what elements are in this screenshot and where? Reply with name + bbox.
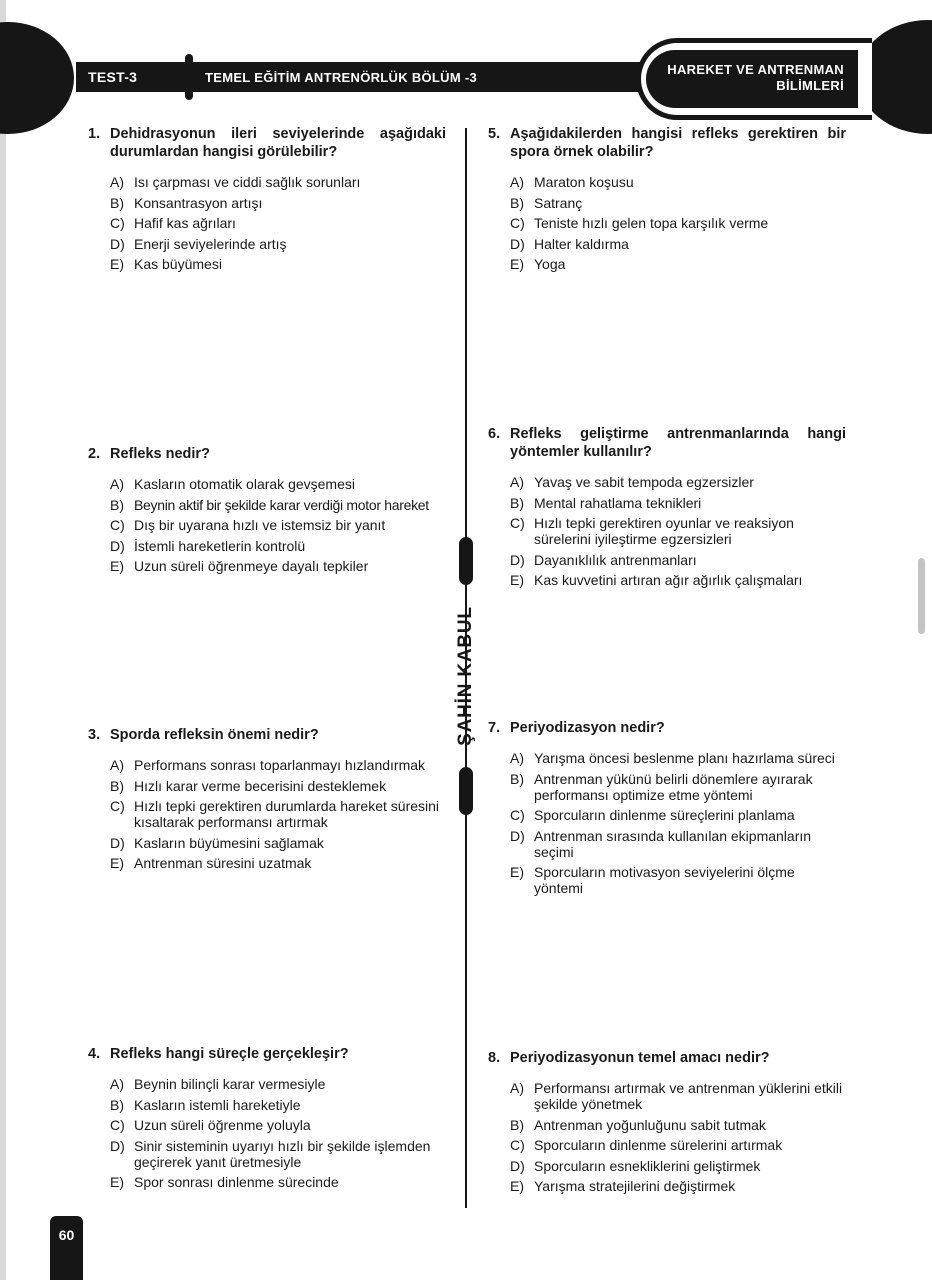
option-letter: E) bbox=[510, 864, 524, 880]
question-7 bbox=[488, 719, 846, 901]
option-c[interactable] bbox=[110, 517, 446, 533]
option-text: Maraton koşusu bbox=[534, 174, 634, 190]
option-text: Yoga bbox=[534, 256, 566, 272]
option-d[interactable] bbox=[110, 236, 446, 252]
option-letter: A) bbox=[510, 474, 524, 490]
option-letter: B) bbox=[510, 1116, 524, 1133]
option-letter: D) bbox=[510, 827, 525, 844]
option-letter: D) bbox=[110, 1137, 125, 1154]
question-number: 6. bbox=[488, 426, 501, 442]
option-text: Sinir sisteminin uyarıyı hızlı bir şekilde işlemden geçirerek yanıt üretmesiyle bbox=[134, 1137, 431, 1170]
option-text: Sporcuların dinlenme sürelerini artırmak bbox=[534, 1137, 783, 1153]
option-a[interactable] bbox=[510, 174, 846, 190]
option-text: Sporcuların esnekliklerini geliştirmek bbox=[534, 1157, 761, 1174]
option-text: Sporcuların dinlenme süreçlerini planlama bbox=[534, 807, 795, 823]
option-e[interactable] bbox=[510, 256, 846, 272]
option-d[interactable] bbox=[510, 828, 846, 860]
option-e[interactable] bbox=[510, 864, 846, 896]
corner-decoration-left bbox=[0, 22, 74, 134]
option-b[interactable] bbox=[510, 1117, 846, 1133]
option-letter: D) bbox=[110, 834, 125, 851]
option-text: Beynin bilinçli karar vermesiyle bbox=[134, 1076, 326, 1092]
option-letter: E) bbox=[110, 1174, 124, 1190]
option-text: Satranç bbox=[534, 194, 583, 211]
option-e[interactable] bbox=[510, 572, 846, 588]
option-text: Hafif kas ağrıları bbox=[134, 215, 236, 231]
option-letter: C) bbox=[510, 1137, 525, 1153]
option-letter: A) bbox=[510, 750, 524, 766]
option-text: Kasların istemli hareketiyle bbox=[134, 1096, 301, 1113]
option-letter: C) bbox=[510, 515, 525, 531]
option-b[interactable] bbox=[110, 497, 446, 513]
option-b[interactable] bbox=[110, 195, 446, 211]
option-letter: A) bbox=[510, 1080, 524, 1096]
option-text: Uzun süreli öğrenme yoluyla bbox=[134, 1117, 311, 1133]
option-letter: B) bbox=[110, 1096, 124, 1113]
option-e[interactable] bbox=[110, 558, 446, 574]
option-text: Antrenman süresini uzatmak bbox=[134, 855, 312, 871]
question-number: 4. bbox=[88, 1046, 101, 1062]
option-c[interactable] bbox=[110, 215, 446, 231]
scrollbar-thumb[interactable] bbox=[918, 558, 925, 634]
option-text: Yarışma stratejilerini değiştirmek bbox=[534, 1178, 736, 1194]
option-a[interactable] bbox=[110, 757, 446, 773]
option-letter: E) bbox=[510, 572, 524, 588]
question-8 bbox=[488, 1049, 846, 1199]
option-text: Antrenman yükünü belirli dönemlere ayırarak performansı optimize etme yöntemi bbox=[534, 770, 813, 803]
option-b[interactable] bbox=[510, 771, 846, 803]
question-stem: Refleks geliştirme antrenmanlarında hangi yöntemler kullanılır? bbox=[510, 426, 846, 460]
option-letter: D) bbox=[510, 1157, 525, 1174]
option-d[interactable] bbox=[110, 1138, 446, 1170]
option-letter: C) bbox=[510, 807, 525, 823]
option-text: Yarışma öncesi beslenme planı hazırlama süreci bbox=[534, 750, 835, 766]
option-text: Uzun süreli öğrenmeye dayalı tepkiler bbox=[134, 558, 369, 574]
option-b[interactable] bbox=[510, 195, 846, 211]
option-e[interactable] bbox=[110, 1174, 446, 1190]
option-d[interactable] bbox=[110, 835, 446, 851]
header-divider bbox=[185, 54, 193, 100]
divider-pill-bottom bbox=[459, 767, 473, 815]
test-label: TEST-3 bbox=[88, 69, 138, 85]
question-3 bbox=[88, 726, 446, 876]
option-letter: E) bbox=[510, 256, 524, 272]
option-e[interactable] bbox=[110, 256, 446, 272]
option-text: Halter kaldırma bbox=[534, 235, 629, 252]
question-4 bbox=[88, 1045, 446, 1195]
question-number: 2. bbox=[88, 446, 101, 462]
question-stem: Refleks nedir? bbox=[110, 446, 210, 462]
author-name: ŞAHİN KABUL bbox=[455, 606, 476, 746]
question-stem: Periyodizasyonun temel amacı nedir? bbox=[510, 1050, 770, 1066]
question-stem: Refleks hangi süreçle gerçekleşir? bbox=[110, 1046, 349, 1062]
option-a[interactable] bbox=[510, 750, 846, 766]
question-stem: Periyodizasyon nedir? bbox=[510, 720, 665, 736]
page-number-tab bbox=[50, 1216, 83, 1280]
question-number: 8. bbox=[488, 1050, 501, 1066]
option-text: Performansı artırmak ve antrenman yüklerini etkili şekilde yönetmek bbox=[534, 1080, 843, 1112]
page-number: 60 bbox=[58, 1227, 75, 1243]
option-text: Hızlı tepki gerektiren durumlarda hareket süresini kısaltarak performansı artırmak bbox=[134, 798, 440, 830]
option-a[interactable] bbox=[110, 1076, 446, 1092]
option-text: Beynin aktif bir şekilde karar verdiği motor hareket bbox=[134, 496, 429, 513]
option-b[interactable] bbox=[510, 495, 846, 511]
option-letter: D) bbox=[110, 235, 125, 252]
option-letter: B) bbox=[110, 777, 124, 794]
option-text: Hızlı karar verme becerisini desteklemek bbox=[134, 777, 387, 794]
question-2 bbox=[88, 445, 446, 579]
option-a[interactable] bbox=[110, 174, 446, 190]
option-text: Yavaş ve sabit tempoda egzersizler bbox=[534, 474, 754, 490]
option-letter: B) bbox=[510, 494, 524, 511]
question-number: 1. bbox=[88, 126, 101, 142]
option-d[interactable] bbox=[110, 538, 446, 554]
subject-line-2: BİLİMLERİ bbox=[776, 78, 844, 93]
question-1 bbox=[88, 125, 446, 277]
option-text: Mental rahatlama teknikleri bbox=[534, 494, 702, 511]
subject-line-1: HAREKET VE ANTRENMAN bbox=[667, 62, 844, 77]
section-title: TEMEL EĞİTİM ANTRENÖRLÜK BÖLÜM -3 bbox=[205, 70, 478, 85]
option-letter: C) bbox=[110, 517, 125, 533]
option-letter: C) bbox=[110, 1117, 125, 1133]
question-stem: Sporda refleksin önemi nedir? bbox=[110, 727, 319, 743]
option-c[interactable] bbox=[510, 215, 846, 231]
option-letter: C) bbox=[510, 215, 525, 231]
subject-badge bbox=[646, 50, 858, 108]
divider-pill-top bbox=[459, 537, 473, 585]
option-e[interactable] bbox=[110, 855, 446, 871]
option-a[interactable] bbox=[510, 1080, 846, 1112]
option-letter: D) bbox=[510, 551, 525, 568]
option-text: Kas kuvvetini artıran ağır ağırlık çalışmaları bbox=[534, 572, 803, 588]
page-edge-shadow bbox=[0, 0, 6, 1280]
question-stem: Dehidrasyonun ileri seviyelerinde aşağıdaki durumlardan hangisi görülebilir? bbox=[110, 126, 446, 160]
option-letter: B) bbox=[110, 194, 124, 211]
option-text: Performans sonrası toparlanmayı hızlandırmak bbox=[134, 757, 426, 773]
question-number: 7. bbox=[488, 720, 501, 736]
option-letter: A) bbox=[110, 757, 124, 773]
question-6 bbox=[488, 425, 846, 593]
option-text: Dış bir uyarana hızlı ve istemsiz bir yanıt bbox=[134, 517, 386, 533]
option-b[interactable] bbox=[110, 1097, 446, 1113]
option-a[interactable] bbox=[510, 474, 846, 490]
option-letter: C) bbox=[110, 798, 125, 814]
option-letter: B) bbox=[110, 496, 124, 513]
question-5 bbox=[488, 125, 846, 277]
option-letter: A) bbox=[110, 174, 124, 190]
option-letter: A) bbox=[510, 174, 524, 190]
option-text: Isı çarpması ve ciddi sağlık sorunları bbox=[134, 174, 361, 190]
option-d[interactable] bbox=[510, 1158, 846, 1174]
option-text: Teniste hızlı gelen topa karşılık verme bbox=[534, 215, 769, 231]
option-letter: E) bbox=[110, 558, 124, 574]
option-c[interactable] bbox=[110, 1117, 446, 1133]
option-letter: D) bbox=[110, 537, 125, 554]
option-text: Kasların büyümesini sağlamak bbox=[134, 834, 324, 851]
option-text: Kasların otomatik olarak gevşemesi bbox=[134, 476, 355, 492]
option-letter: C) bbox=[110, 215, 125, 231]
option-text: Enerji seviyelerinde artış bbox=[134, 235, 287, 252]
option-text: Kas büyümesi bbox=[134, 256, 222, 272]
option-letter: B) bbox=[510, 194, 524, 211]
option-text: Antrenman sırasında kullanılan ekipmanların seçimi bbox=[534, 827, 812, 860]
option-a[interactable] bbox=[110, 476, 446, 492]
option-c[interactable] bbox=[510, 515, 846, 547]
option-c[interactable] bbox=[110, 798, 446, 830]
option-text: Hızlı tepki gerektiren oyunlar ve reaksiyon sürelerini iyileştirme egzersizleri bbox=[534, 515, 794, 547]
option-letter: D) bbox=[510, 235, 525, 252]
option-letter: A) bbox=[110, 1076, 124, 1092]
option-d[interactable] bbox=[510, 236, 846, 252]
question-stem: Aşağıdakilerden hangisi refleks gerektiren bir spora örnek olabilir? bbox=[510, 126, 846, 160]
option-d[interactable] bbox=[510, 552, 846, 568]
option-letter: B) bbox=[510, 770, 524, 787]
question-number: 3. bbox=[88, 727, 101, 743]
option-letter: E) bbox=[110, 855, 124, 871]
option-text: İstemli hareketlerin kontrolü bbox=[134, 537, 306, 554]
option-text: Konsantrasyon artışı bbox=[134, 194, 263, 211]
option-text: Dayanıklılık antrenmanları bbox=[534, 551, 697, 568]
option-b[interactable] bbox=[110, 778, 446, 794]
option-c[interactable] bbox=[510, 1137, 846, 1153]
option-c[interactable] bbox=[510, 807, 846, 823]
option-letter: A) bbox=[110, 476, 124, 492]
question-number: 5. bbox=[488, 126, 501, 142]
option-letter: E) bbox=[510, 1178, 524, 1194]
option-e[interactable] bbox=[510, 1178, 846, 1194]
option-text: Sporcuların motivasyon seviyelerini ölçme yöntemi bbox=[534, 864, 795, 896]
option-letter: E) bbox=[110, 256, 124, 272]
option-text: Antrenman yoğunluğunu sabit tutmak bbox=[534, 1116, 766, 1133]
option-text: Spor sonrası dinlenme sürecinde bbox=[134, 1174, 339, 1190]
